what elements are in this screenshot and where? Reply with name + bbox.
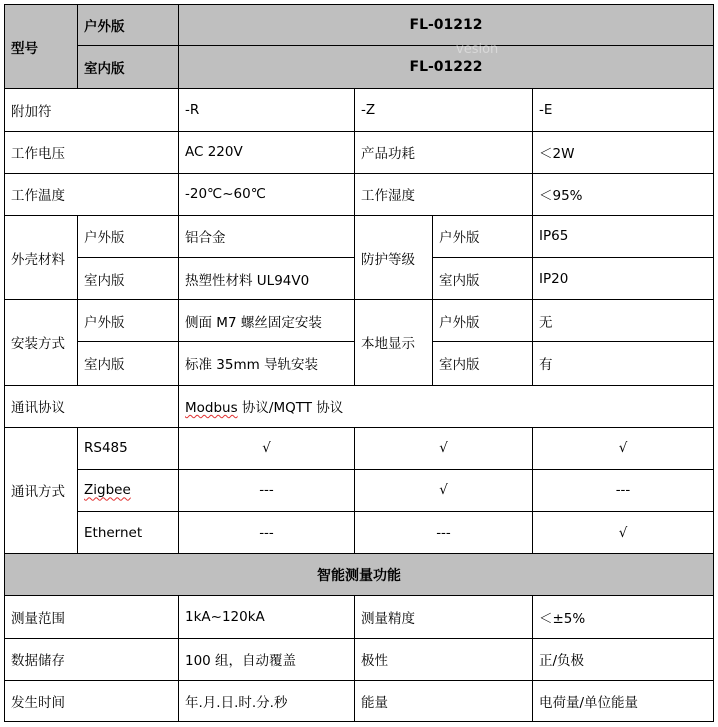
time-label: 发生时间 xyxy=(5,680,179,721)
measure-row-time xyxy=(5,680,714,721)
temperature-value: -20℃~60℃ xyxy=(179,173,355,215)
comm-z: √ xyxy=(355,427,533,469)
suffix-e: -E xyxy=(533,89,714,131)
power-label: 产品功耗 xyxy=(355,131,533,173)
storage-value: 100 组，自动覆盖 xyxy=(179,638,355,680)
protocol-value xyxy=(179,385,714,427)
comm-e: --- xyxy=(533,469,714,511)
energy-value: 电荷量/单位能量 xyxy=(533,680,714,721)
suffix-label: 附加符 xyxy=(5,89,179,131)
protection-indoor-value: IP20 xyxy=(533,258,714,300)
temperature-label: 工作温度 xyxy=(5,173,179,215)
accuracy-value: ＜±5% xyxy=(533,596,714,638)
comm-label: 通讯方式 xyxy=(5,427,78,554)
comm-z: √ xyxy=(355,469,533,511)
spec-table xyxy=(4,4,714,722)
protocol-label: 通讯协议 xyxy=(5,385,179,427)
comm-row xyxy=(5,427,714,469)
comm-r: √ xyxy=(179,427,355,469)
display-indoor-value: 有 xyxy=(533,342,714,385)
polarity-value: 正/负极 xyxy=(533,638,714,680)
housing-indoor-value: 热塑性材料 UL94V0 xyxy=(179,258,355,300)
display-indoor-label: 室内版 xyxy=(433,342,533,385)
display-outdoor-label: 户外版 xyxy=(433,300,533,342)
suffix-z: -Z xyxy=(355,89,533,131)
protection-outdoor-label: 户外版 xyxy=(433,215,533,257)
humidity-label: 工作湿度 xyxy=(355,173,533,215)
indoor-version-label: 室内版 xyxy=(78,46,179,89)
polarity-label: 极性 xyxy=(355,638,533,680)
range-label: 测量范围 xyxy=(5,596,179,638)
model-label: 型号 xyxy=(5,5,78,89)
measure-row-storage xyxy=(5,638,714,680)
comm-row xyxy=(5,469,714,511)
suffix-r: -R xyxy=(179,89,355,131)
time-value: 年.月.日.时.分.秒 xyxy=(179,680,355,721)
comm-z: --- xyxy=(355,512,533,554)
housing-outdoor-value: 铝合金 xyxy=(179,215,355,257)
housing-outdoor-label: 户外版 xyxy=(78,215,179,257)
comm-name: RS485 xyxy=(78,427,179,469)
protection-indoor-label: 室内版 xyxy=(433,258,533,300)
outdoor-version-label: 户外版 xyxy=(78,5,179,46)
comm-row xyxy=(5,512,714,554)
protocol-row xyxy=(5,385,714,427)
section-title: 智能测量功能 xyxy=(5,554,714,596)
install-indoor-label: 室内版 xyxy=(78,342,179,385)
comm-e: √ xyxy=(533,427,714,469)
comm-name-zigbee: Zigbee xyxy=(84,482,131,499)
protocol-rest: 协议/MQTT 协议 xyxy=(237,400,344,417)
install-indoor-value: 标准 35mm 导轨安装 xyxy=(179,342,355,385)
install-outdoor-label: 户外版 xyxy=(78,300,179,342)
install-row-outdoor xyxy=(5,300,714,342)
comm-name: Ethernet xyxy=(78,512,179,554)
voltage-value: AC 220V xyxy=(179,131,355,173)
indoor-model-number: FL-01222 xyxy=(179,46,714,89)
measure-row-range xyxy=(5,596,714,638)
housing-indoor-label: 室内版 xyxy=(78,258,179,300)
display-outdoor-value: 无 xyxy=(533,300,714,342)
housing-row-outdoor xyxy=(5,215,714,257)
comm-r: --- xyxy=(179,512,355,554)
housing-label: 外壳材料 xyxy=(5,215,78,299)
energy-label: 能量 xyxy=(355,680,533,721)
display-label: 本地显示 xyxy=(355,300,433,385)
temperature-row xyxy=(5,173,714,215)
voltage-label: 工作电压 xyxy=(5,131,179,173)
comm-e: √ xyxy=(533,512,714,554)
protection-outdoor-value: IP65 xyxy=(533,215,714,257)
power-value: ＜2W xyxy=(533,131,714,173)
voltage-row xyxy=(5,131,714,173)
comm-r: --- xyxy=(179,469,355,511)
outdoor-model-number: FL-01212 xyxy=(179,5,714,46)
install-label: 安装方式 xyxy=(5,300,78,385)
header-row-outdoor xyxy=(5,5,714,46)
watermark-text: vesion xyxy=(456,42,499,57)
suffix-row xyxy=(5,89,714,131)
storage-label: 数据储存 xyxy=(5,638,179,680)
install-outdoor-value: 侧面 M7 螺丝固定安装 xyxy=(179,300,355,342)
section-row xyxy=(5,554,714,596)
comm-name xyxy=(78,469,179,511)
protection-label: 防护等级 xyxy=(355,215,433,299)
protocol-modbus: Modbus xyxy=(185,400,238,417)
humidity-value: ＜95% xyxy=(533,173,714,215)
accuracy-label: 测量精度 xyxy=(355,596,533,638)
range-value: 1kA~120kA xyxy=(179,596,355,638)
header-row-indoor xyxy=(5,46,714,89)
